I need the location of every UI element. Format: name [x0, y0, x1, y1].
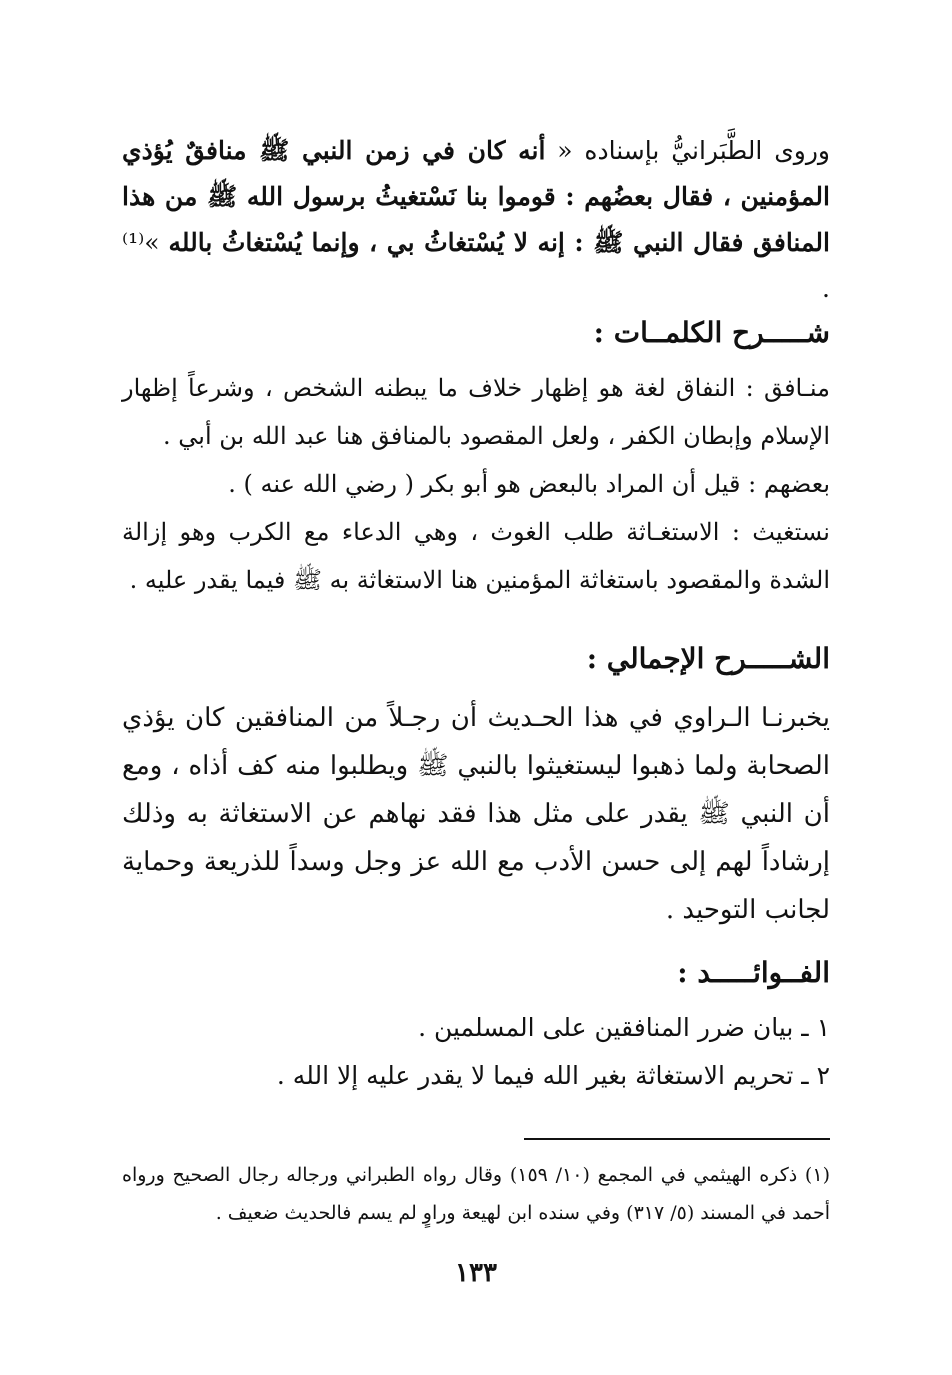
hadith-quote: أنه كان في زمن النبي ﷺ منافقٌ يُؤذي المؤمنين ، فقال بعضُهم : قوموا بنا نَسْتغيثُ برسول الله ﷺ من هذا المنافق فقال النبي ﷺ : إنه لا يُسْتغاثُ بي ، وإنما يُسْتغاثُ بالله [122, 136, 830, 257]
glossary-heading: شـــــرح الكلمــات : [593, 316, 830, 349]
benefit-item: ٢ ـ تحريم الاستغاثة بغير الله فيما لا يقدر عليه إلا الله . [276, 1061, 830, 1090]
glossary-section [122, 364, 830, 604]
glossary-definition: الاستغـاثة طلب الغوث ، وهي الدعاء مع الكرب وهو إزالة الشدة والمقصود باستغاثة المؤمنين هنا الاستغاثة به ﷺ فيما يقدر عليه . [122, 518, 830, 594]
glossary-item [122, 364, 830, 460]
page-number: ١٣٣ [455, 1258, 497, 1288]
glossary-item [122, 508, 830, 604]
intro-lead: وروى الطَّبَرانيُّ بإسناده « [557, 136, 830, 165]
benefits-heading: الفــوائـــــد : [677, 956, 830, 989]
glossary-term: منـافق : [745, 374, 830, 402]
footnote: (١) ذكره الهيثمي في المجمع (١٠/ ١٥٩) وقال رواه الطبراني ورجاله رجال الصحيح ورواه أحمد في المسند (٥/ ٣١٧) وفي سنده ابن لهيعة وراوٍ لم يسم فالحديث ضعيف . [122, 1164, 830, 1224]
summary-heading: الشـــــرح الإجمالي : [586, 642, 830, 675]
benefits-list [122, 1004, 830, 1100]
summary-paragraph: يخبرنـا الـراوي في هذا الحـديث أن رجـلاً من المنافقين كان يؤذي الصحابة ولما ذهبوا ليستغيثوا بالنبي ﷺ ويطلبوا منه كف أذاه ، ومع أن النبي ﷺ يقدر على مثل هذا فقد نهاهم عن الاستغاثة به وذلك إرشاداً لهم إلى حسن الأدب مع الله عز وجل وسداً للذريعة وحماية لجانب التوحيد . [122, 703, 830, 925]
glossary-definition: النفاق لغة هو إظهار خلاف ما يبطنه الشخص ، وشرعاً إظهار الإسلام وإبطان الكفر ، ولعل المقصود بالمنافق هنا عبد الله بن أبي . [122, 374, 830, 450]
glossary-term: بعضهم : [748, 470, 830, 498]
benefit-item: ١ ـ بيان ضرر المنافقين على المسلمين . [418, 1013, 830, 1042]
glossary-definition: قيل أن المراد بالبعض هو أبو بكر ( رضي الله عنه ) . [228, 470, 741, 498]
intro-paragraph [122, 128, 830, 312]
glossary-item [122, 460, 830, 508]
glossary-term: نستغيث : [731, 518, 830, 546]
footnote-divider [524, 1138, 830, 1140]
intro-closing: »⁽¹⁾ . [122, 228, 830, 303]
